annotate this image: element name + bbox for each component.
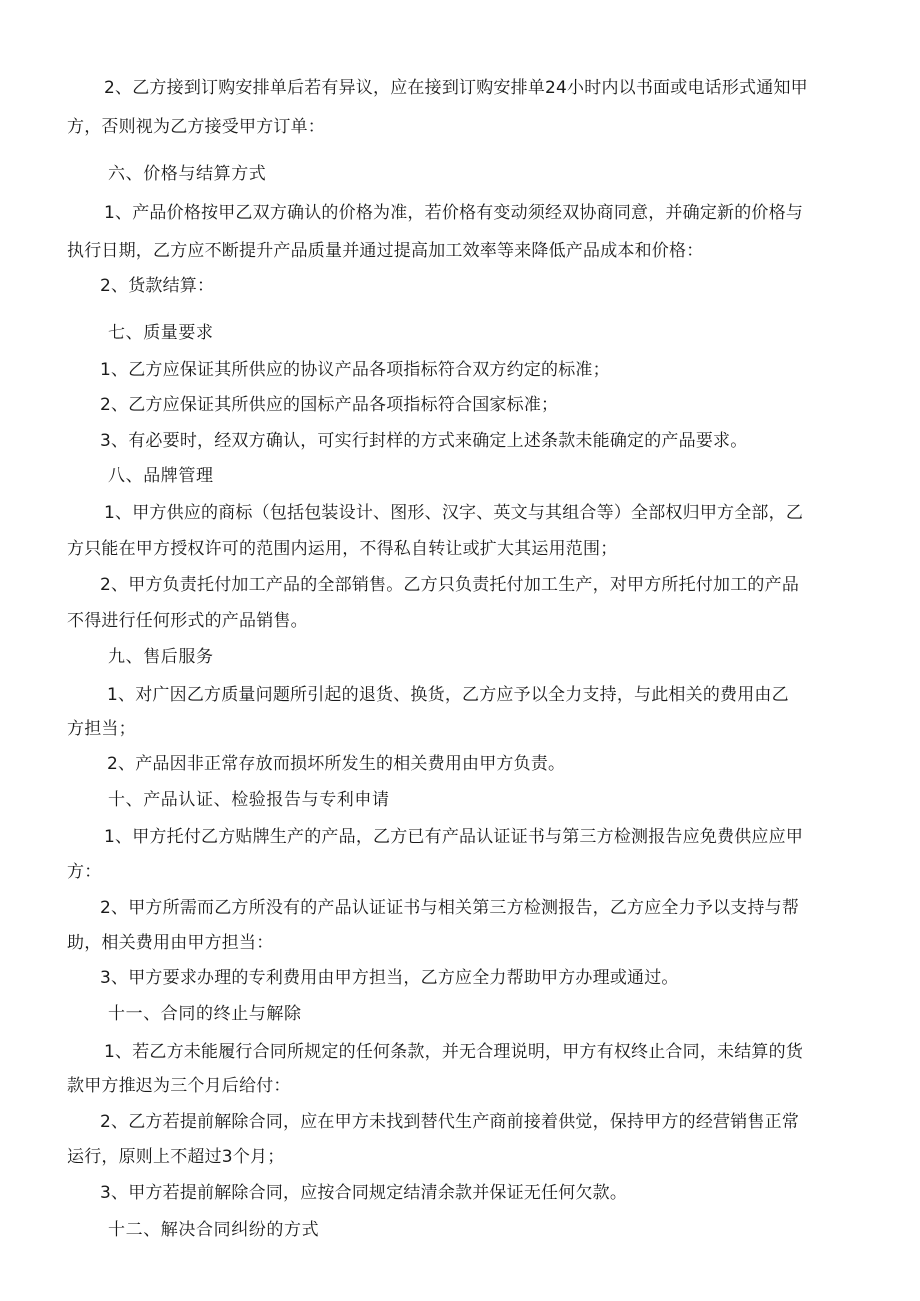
section-heading: 十、产品认证、检验报告与专利申请 bbox=[108, 790, 390, 810]
paragraph-line: 1、乙方应保证其所供应的协议产品各项指标符合双方约定的标准； bbox=[100, 360, 610, 380]
paragraph-line: 2、货款结算： bbox=[100, 276, 215, 296]
paragraph-line: 3、有必要时，经双方确认，可实行封样的方式来确定上述条款未能确定的产品要求。 bbox=[100, 431, 748, 451]
paragraph-line: 方担当； bbox=[67, 719, 136, 739]
paragraph-line: 2、乙方接到订购安排单后若有异议，应在接到订购安排单24小时内以书面或电话形式通知甲 bbox=[104, 78, 808, 98]
paragraph-line: 1、产品价格按甲乙双方确认的价格为准，若价格有变动须经双协商同意，并确定新的价格与 bbox=[104, 203, 804, 223]
paragraph-line: 2、乙方应保证其所供应的国标产品各项指标符合国家标准； bbox=[100, 395, 559, 415]
section-heading: 十一、合同的终止与解除 bbox=[108, 1004, 302, 1024]
section-heading: 九、售后服务 bbox=[108, 647, 214, 667]
section-heading: 八、品牌管理 bbox=[108, 466, 214, 486]
paragraph-line: 2、甲方所需而乙方所没有的产品认证证书与相关第三方检测报告，乙方应全力予以支持与帮 bbox=[100, 898, 800, 918]
paragraph-line: 助，相关费用由甲方担当： bbox=[67, 933, 274, 953]
section-heading: 十二、解决合同纠纷的方式 bbox=[108, 1220, 320, 1240]
paragraph-line: 3、甲方要求办理的专利费用由甲方担当，乙方应全力帮助甲方办理或通过。 bbox=[100, 968, 679, 988]
paragraph-line: 运行，原则上不超过3个月； bbox=[67, 1147, 285, 1167]
paragraph-line: 2、甲方负责托付加工产品的全部销售。乙方只负责托付加工生产，对甲方所托付加工的产品 bbox=[100, 575, 800, 595]
paragraph-line: 款甲方推迟为三个月后给付： bbox=[67, 1076, 291, 1096]
paragraph-line: 1、甲方供应的商标（包括包装设计、图形、汉字、英文与其组合等）全部权归甲方全部，乙 bbox=[104, 503, 804, 523]
paragraph-line: 方只能在甲方授权许可的范围内运用，不得私自转让或扩大其运用范围； bbox=[67, 539, 618, 559]
paragraph-line: 方： bbox=[67, 862, 102, 882]
paragraph-line: 2、乙方若提前解除合同，应在甲方未找到替代生产商前接着供觉，保持甲方的经营销售正常 bbox=[100, 1112, 800, 1132]
paragraph-line: 1、甲方托付乙方贴牌生产的产品，乙方已有产品认证证书与第三方检测报告应免费供应应甲 bbox=[104, 827, 804, 847]
paragraph-line: 2、产品因非正常存放而损坏所发生的相关费用由甲方负责。 bbox=[107, 754, 566, 774]
paragraph-line: 3、甲方若提前解除合同，应按合同规定结清余款并保证无任何欠款。 bbox=[100, 1183, 628, 1203]
paragraph-line: 1、对广因乙方质量问题所引起的退货、换货，乙方应予以全力支持，与此相关的费用由乙 bbox=[107, 685, 789, 705]
paragraph-line: 执行日期，乙方应不断提升产品质量并通过提高加工效率等来降低产品成本和价格： bbox=[67, 241, 704, 261]
section-heading: 七、质量要求 bbox=[108, 323, 214, 343]
paragraph-line: 方，否则视为乙方接受甲方订单： bbox=[67, 117, 325, 137]
paragraph-line: 不得进行任何形式的产品销售。 bbox=[67, 611, 308, 631]
paragraph-line: 1、若乙方未能履行合同所规定的任何条款，并无合理说明，甲方有权终止合同，未结算的货 bbox=[104, 1042, 804, 1062]
section-heading: 六、价格与结算方式 bbox=[108, 164, 267, 184]
